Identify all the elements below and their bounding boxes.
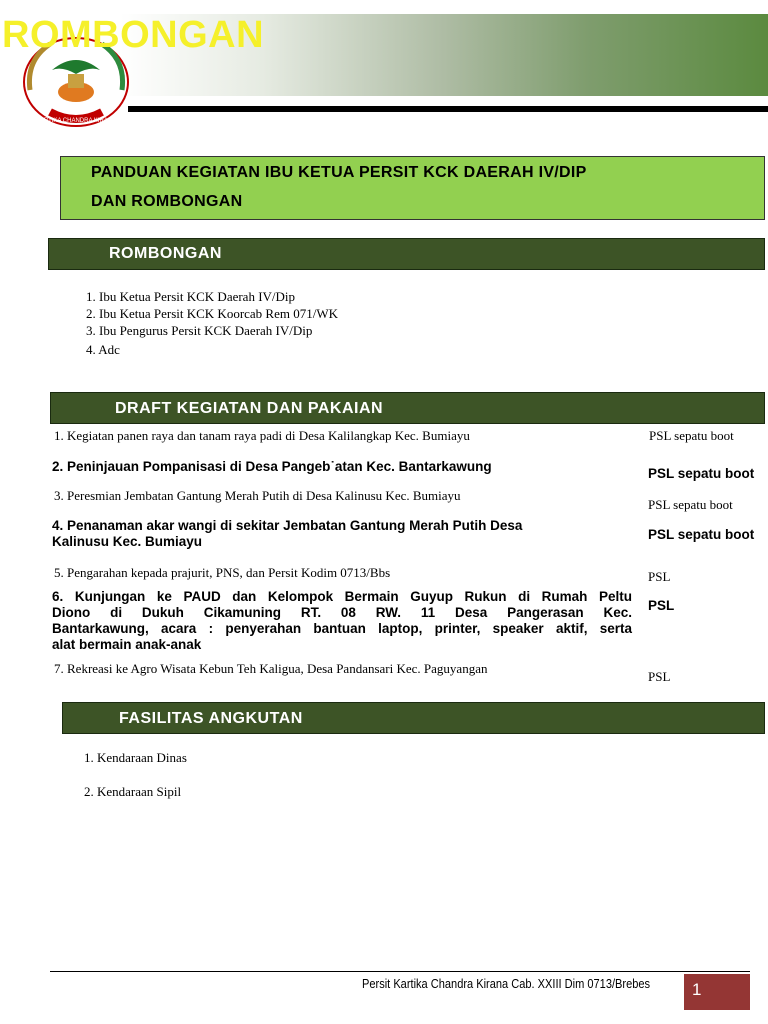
activity-attire: PSL sepatu boot xyxy=(648,497,733,512)
list-item: 1. Ibu Ketua Persit KCK Daerah IV/Dip xyxy=(86,289,296,304)
svg-text:KARTIKA CHANDRA KIRANA: KARTIKA CHANDRA KIRANA xyxy=(35,118,117,124)
activity-item-line: alat bermain anak-anak xyxy=(52,637,202,652)
activity-item: 5. Pengarahan kepada prajurit, PNS, dan Persit Kodim 0713/Bbs xyxy=(54,565,391,580)
rombongan-heading-bar xyxy=(48,238,765,270)
header-title: ROMBONGAN xyxy=(2,14,265,56)
activity-item-line: Kalinusu Kec. Bumiayu xyxy=(52,534,203,549)
activity-item: 3. Peresmian Jembatan Gantung Merah Putih di Desa Kalinusu Kec. Bumiayu xyxy=(54,488,461,503)
fasilitas-heading: FASILITAS ANGKUTAN xyxy=(119,710,303,727)
activity-attire: PSL sepatu boot xyxy=(649,428,734,443)
list-item: 4. Adc xyxy=(86,342,120,357)
activity-attire: PSL sepatu boot xyxy=(648,527,755,542)
page-number: 1 xyxy=(692,980,702,999)
footer-divider xyxy=(50,971,750,972)
activity-attire: PSL sepatu boot xyxy=(648,466,755,481)
main-title-box xyxy=(60,156,765,220)
rombongan-heading: ROMBONGAN xyxy=(109,245,222,262)
list-item: 1. Kendaraan Dinas xyxy=(84,750,187,765)
activity-item-line: Bantarkawung, acara : penyerahan bantuan laptop, printer, speaker aktif, serta xyxy=(52,621,632,636)
page-number-badge xyxy=(684,974,750,1010)
activity-item: 1. Kegiatan panen raya dan tanam raya padi di Desa Kalilangkap Kec. Bumiayu xyxy=(54,428,470,443)
footer-text: Persit Kartika Chandra Kirana Cab. XXIII Dim 0713/Brebes xyxy=(362,976,651,991)
list-item: 3. Ibu Pengurus Persit KCK Daerah IV/Dip xyxy=(86,323,313,338)
activity-item: 2. Peninjauan Pompanisasi di Desa Pangeb˙atan Kec. Bantarkawung xyxy=(52,459,492,474)
activity-item-line: 6. Kunjungan ke PAUD dan Kelompok Bermain Guyup Rukun di Rumah Peltu xyxy=(52,589,632,604)
main-title-line1: PANDUAN KEGIATAN IBU KETUA PERSIT KCK DAERAH IV/DIP xyxy=(91,164,587,181)
activity-item: 7. Rekreasi ke Agro Wisata Kebun Teh Kaligua, Desa Pandansari Kec. Paguyangan xyxy=(54,661,488,676)
list-item: 2. Kendaraan Sipil xyxy=(84,784,182,799)
activity-attire: PSL xyxy=(648,669,671,684)
header-divider xyxy=(128,106,768,112)
draft-heading-bar xyxy=(50,392,765,424)
main-title-line2: DAN ROMBONGAN xyxy=(91,193,243,210)
activity-attire: PSL xyxy=(648,598,675,613)
activity-item-line: 4. Penanaman akar wangi di sekitar Jembatan Gantung Merah Putih Desa xyxy=(52,518,523,533)
draft-heading: DRAFT KEGIATAN DAN PAKAIAN xyxy=(115,400,384,417)
activity-item-line: Diono di Dukuh Cikamuning RT. 08 RW. 11 Desa Pangerasan Kec. xyxy=(52,605,632,620)
fasilitas-heading-bar xyxy=(62,702,765,734)
list-item: 2. Ibu Ketua Persit KCK Koorcab Rem 071/WK xyxy=(86,306,339,321)
activity-attire: PSL xyxy=(648,569,671,584)
